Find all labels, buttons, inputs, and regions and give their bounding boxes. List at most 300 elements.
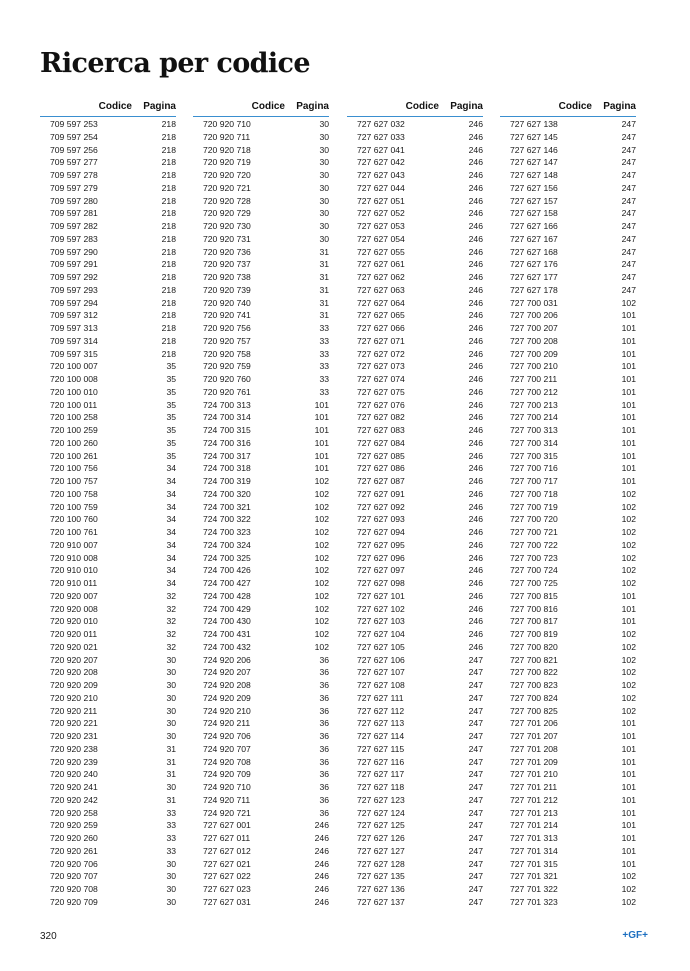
product-code: 727 627 032 bbox=[357, 119, 405, 129]
product-code: 727 627 066 bbox=[357, 323, 405, 333]
column-header bbox=[193, 99, 329, 117]
product-code: 727 627 123 bbox=[357, 794, 405, 805]
page-reference: 101 bbox=[314, 425, 329, 435]
product-code: 727 627 096 bbox=[357, 552, 405, 563]
gf-logo: +GF+ bbox=[622, 930, 648, 941]
table-row bbox=[193, 513, 329, 526]
product-code: 720 920 238 bbox=[50, 743, 98, 754]
table-row bbox=[347, 590, 483, 603]
table-row bbox=[500, 386, 636, 399]
product-code: 727 700 315 bbox=[510, 450, 558, 461]
product-code: 727 627 135 bbox=[357, 871, 405, 882]
page-reference: 36 bbox=[319, 680, 329, 690]
page-reference: 218 bbox=[161, 170, 176, 180]
table-row bbox=[347, 284, 483, 297]
table-row bbox=[40, 870, 176, 883]
page-reference: 31 bbox=[166, 769, 176, 780]
page-reference: 247 bbox=[621, 221, 636, 231]
table-row bbox=[347, 118, 483, 131]
page-reference: 101 bbox=[621, 782, 636, 792]
product-code: 720 920 719 bbox=[203, 157, 251, 168]
page-reference: 101 bbox=[621, 603, 636, 614]
product-code: 727 627 167 bbox=[510, 233, 558, 244]
product-code: 727 627 095 bbox=[357, 539, 405, 550]
table-row bbox=[40, 309, 176, 322]
table-row bbox=[347, 819, 483, 832]
product-code: 720 920 740 bbox=[203, 297, 251, 308]
product-code: 727 627 011 bbox=[203, 833, 251, 843]
product-code: 727 700 719 bbox=[510, 501, 558, 512]
page-reference: 246 bbox=[468, 233, 483, 244]
product-code: 709 597 312 bbox=[50, 310, 98, 321]
product-code: 727 700 717 bbox=[510, 476, 558, 486]
table-row bbox=[40, 411, 176, 424]
product-code: 709 597 280 bbox=[50, 195, 98, 206]
page-reference: 30 bbox=[319, 170, 329, 180]
table-row bbox=[500, 271, 636, 284]
product-code: 727 701 323 bbox=[510, 896, 558, 907]
table-row bbox=[193, 705, 329, 718]
product-code: 720 920 738 bbox=[203, 272, 251, 282]
page-reference: 102 bbox=[621, 565, 636, 576]
product-code: 724 700 428 bbox=[203, 590, 251, 601]
product-code: 720 920 711 bbox=[203, 131, 251, 142]
product-code: 724 700 317 bbox=[203, 450, 251, 461]
page-reference: 247 bbox=[468, 718, 483, 729]
table-row bbox=[500, 641, 636, 654]
product-code: 727 700 819 bbox=[510, 629, 558, 639]
product-code: 720 920 756 bbox=[203, 323, 251, 333]
table-row bbox=[193, 131, 329, 144]
page-reference: 102 bbox=[621, 552, 636, 563]
table-row bbox=[347, 360, 483, 373]
product-code: 727 700 210 bbox=[510, 361, 558, 372]
table-row bbox=[347, 807, 483, 820]
table-row bbox=[347, 832, 483, 845]
table-row bbox=[40, 743, 176, 756]
page-reference: 101 bbox=[621, 807, 636, 818]
page-reference: 247 bbox=[468, 807, 483, 818]
page-reference: 101 bbox=[621, 323, 636, 333]
table-row bbox=[500, 182, 636, 195]
page-reference: 246 bbox=[468, 374, 483, 384]
table-row bbox=[347, 297, 483, 310]
page-reference: 102 bbox=[314, 565, 329, 576]
product-code: 727 627 083 bbox=[357, 425, 405, 435]
table-row bbox=[193, 552, 329, 565]
table-row bbox=[193, 781, 329, 794]
page-reference: 102 bbox=[314, 552, 329, 563]
page-reference: 247 bbox=[468, 769, 483, 780]
product-code: 727 627 112 bbox=[357, 705, 405, 716]
page-reference: 30 bbox=[319, 195, 329, 206]
table-row bbox=[500, 717, 636, 730]
table-row bbox=[500, 348, 636, 361]
page-reference: 101 bbox=[621, 437, 636, 448]
page-reference: 30 bbox=[166, 705, 176, 716]
page-reference: 35 bbox=[166, 450, 176, 461]
page-reference: 101 bbox=[621, 361, 636, 372]
table-row bbox=[193, 615, 329, 628]
table-row bbox=[40, 182, 176, 195]
table-row bbox=[347, 552, 483, 565]
table-row bbox=[40, 207, 176, 220]
product-code: 727 627 177 bbox=[510, 272, 558, 282]
table-row bbox=[40, 705, 176, 718]
table-row bbox=[347, 348, 483, 361]
table-row bbox=[193, 348, 329, 361]
table-row bbox=[40, 615, 176, 628]
table-row bbox=[347, 513, 483, 526]
table-row bbox=[193, 756, 329, 769]
product-code: 724 700 431 bbox=[203, 629, 251, 639]
page-reference: 246 bbox=[468, 310, 483, 321]
page-reference: 34 bbox=[166, 578, 176, 588]
table-row bbox=[347, 628, 483, 641]
product-code: 727 627 042 bbox=[357, 157, 405, 168]
table-row bbox=[193, 896, 329, 909]
table-row bbox=[347, 207, 483, 220]
page-reference: 102 bbox=[621, 667, 636, 678]
page-reference: 218 bbox=[161, 208, 176, 219]
product-code: 727 627 094 bbox=[357, 527, 405, 537]
page-reference: 36 bbox=[319, 731, 329, 741]
product-code: 720 920 007 bbox=[50, 590, 98, 601]
table-row bbox=[500, 462, 636, 475]
table-row bbox=[347, 131, 483, 144]
table-row bbox=[347, 386, 483, 399]
table-row bbox=[500, 679, 636, 692]
table-row bbox=[193, 577, 329, 590]
table-row bbox=[40, 768, 176, 781]
product-code: 727 627 093 bbox=[357, 514, 405, 525]
product-code: 727 627 105 bbox=[357, 641, 405, 652]
product-code: 727 627 176 bbox=[510, 259, 558, 270]
page-reference: 102 bbox=[621, 654, 636, 665]
table-row bbox=[40, 246, 176, 259]
page-reference: 246 bbox=[468, 616, 483, 627]
table-row bbox=[347, 488, 483, 501]
table-row bbox=[347, 666, 483, 679]
product-code: 727 700 817 bbox=[510, 616, 558, 627]
page-reference: 35 bbox=[166, 425, 176, 435]
header-code-label: Codice bbox=[558, 101, 592, 112]
page-reference: 246 bbox=[468, 182, 483, 193]
table-row bbox=[193, 603, 329, 616]
table-row bbox=[500, 309, 636, 322]
page-reference: 218 bbox=[161, 221, 176, 231]
product-code: 727 627 166 bbox=[510, 221, 558, 231]
table-row bbox=[193, 807, 329, 820]
page-reference: 102 bbox=[621, 680, 636, 690]
product-code: 724 700 315 bbox=[203, 425, 251, 435]
table-row bbox=[40, 641, 176, 654]
product-code: 724 920 209 bbox=[203, 692, 251, 703]
product-code: 720 920 239 bbox=[50, 756, 98, 767]
product-code: 727 627 126 bbox=[357, 833, 405, 843]
column-header bbox=[40, 99, 176, 117]
product-code: 727 627 124 bbox=[357, 807, 405, 818]
table-row bbox=[500, 373, 636, 386]
table-row bbox=[347, 794, 483, 807]
product-code: 727 700 212 bbox=[510, 386, 558, 397]
page-reference: 102 bbox=[621, 705, 636, 716]
page-reference: 246 bbox=[468, 565, 483, 576]
page-reference: 102 bbox=[621, 539, 636, 550]
product-code: 727 627 071 bbox=[357, 335, 405, 346]
page-reference: 36 bbox=[319, 743, 329, 754]
product-code: 727 700 721 bbox=[510, 527, 558, 537]
product-code: 727 700 720 bbox=[510, 514, 558, 525]
product-code: 727 627 146 bbox=[510, 144, 558, 155]
page-reference: 218 bbox=[161, 246, 176, 257]
page-reference: 30 bbox=[319, 208, 329, 219]
page-reference: 30 bbox=[319, 131, 329, 142]
page-reference: 247 bbox=[468, 845, 483, 856]
table-row bbox=[193, 539, 329, 552]
product-code: 724 700 313 bbox=[203, 399, 251, 410]
table-row bbox=[193, 819, 329, 832]
table-row bbox=[193, 654, 329, 667]
product-code: 720 920 709 bbox=[50, 896, 98, 907]
page-reference: 246 bbox=[468, 348, 483, 359]
page-reference: 101 bbox=[621, 845, 636, 856]
page-reference: 30 bbox=[166, 782, 176, 792]
table-row bbox=[40, 628, 176, 641]
product-code: 727 627 062 bbox=[357, 272, 405, 282]
page-reference: 102 bbox=[314, 539, 329, 550]
product-code: 727 627 091 bbox=[357, 488, 405, 499]
product-code: 727 700 211 bbox=[510, 374, 558, 384]
product-code: 720 100 758 bbox=[50, 488, 98, 499]
table-row bbox=[40, 195, 176, 208]
page-reference: 218 bbox=[161, 310, 176, 321]
product-code: 727 627 156 bbox=[510, 182, 558, 193]
product-code: 724 920 709 bbox=[203, 769, 251, 780]
page-reference: 36 bbox=[319, 769, 329, 780]
page-reference: 35 bbox=[166, 374, 176, 384]
product-code: 727 627 092 bbox=[357, 501, 405, 512]
product-code: 724 920 211 bbox=[203, 718, 251, 729]
table-row bbox=[500, 360, 636, 373]
table-row bbox=[500, 730, 636, 743]
product-code: 727 627 115 bbox=[357, 743, 405, 754]
header-page-label: Pagina bbox=[450, 101, 483, 112]
product-code: 720 920 736 bbox=[203, 246, 251, 257]
table-row bbox=[347, 220, 483, 233]
product-code: 709 597 281 bbox=[50, 208, 98, 219]
product-code: 727 700 823 bbox=[510, 680, 558, 690]
page-reference: 218 bbox=[161, 119, 176, 129]
page-reference: 34 bbox=[166, 488, 176, 499]
table-row bbox=[500, 896, 636, 909]
product-code: 727 627 128 bbox=[357, 858, 405, 869]
product-code: 727 700 725 bbox=[510, 578, 558, 588]
table-row bbox=[193, 220, 329, 233]
page-reference: 246 bbox=[468, 195, 483, 206]
product-code: 727 700 207 bbox=[510, 323, 558, 333]
table-row bbox=[500, 819, 636, 832]
page-reference: 30 bbox=[166, 896, 176, 907]
product-code: 727 627 041 bbox=[357, 144, 405, 155]
product-code: 720 920 021 bbox=[50, 641, 98, 652]
product-code: 727 627 087 bbox=[357, 476, 405, 486]
table-row bbox=[40, 386, 176, 399]
table-row bbox=[40, 335, 176, 348]
table-row bbox=[500, 399, 636, 412]
product-code: 727 627 043 bbox=[357, 170, 405, 180]
table-row bbox=[500, 131, 636, 144]
table-row bbox=[500, 756, 636, 769]
page-reference: 101 bbox=[621, 450, 636, 461]
product-code: 720 920 221 bbox=[50, 718, 98, 729]
product-code: 724 700 320 bbox=[203, 488, 251, 499]
table-row bbox=[40, 666, 176, 679]
page-reference: 246 bbox=[468, 437, 483, 448]
table-row bbox=[40, 730, 176, 743]
table-row bbox=[40, 858, 176, 871]
product-code: 727 700 724 bbox=[510, 565, 558, 576]
table-row bbox=[500, 615, 636, 628]
page-reference: 246 bbox=[468, 488, 483, 499]
table-row bbox=[193, 182, 329, 195]
product-code: 720 920 737 bbox=[203, 259, 251, 270]
product-code: 724 920 721 bbox=[203, 807, 251, 818]
page-reference: 218 bbox=[161, 259, 176, 270]
table-row bbox=[193, 233, 329, 246]
page-reference: 246 bbox=[468, 208, 483, 219]
page-reference: 101 bbox=[621, 756, 636, 767]
page-reference: 247 bbox=[621, 157, 636, 168]
product-code: 720 920 208 bbox=[50, 667, 98, 678]
page-reference: 102 bbox=[621, 692, 636, 703]
page-reference: 32 bbox=[166, 616, 176, 627]
page-reference: 101 bbox=[621, 335, 636, 346]
product-code: 724 920 707 bbox=[203, 743, 251, 754]
page-reference: 30 bbox=[319, 233, 329, 244]
table-row bbox=[500, 169, 636, 182]
table-row bbox=[40, 131, 176, 144]
product-code: 724 700 319 bbox=[203, 476, 251, 486]
page-reference: 102 bbox=[314, 476, 329, 486]
table-row bbox=[193, 845, 329, 858]
page-reference: 101 bbox=[314, 437, 329, 448]
product-code: 727 627 065 bbox=[357, 310, 405, 321]
product-code: 709 597 253 bbox=[50, 119, 98, 129]
page-reference: 32 bbox=[166, 590, 176, 601]
page-reference: 218 bbox=[161, 131, 176, 142]
product-code: 727 627 085 bbox=[357, 450, 405, 461]
table-row bbox=[193, 501, 329, 514]
table-row bbox=[347, 309, 483, 322]
table-row bbox=[347, 730, 483, 743]
product-code: 720 100 756 bbox=[50, 463, 98, 474]
header-page-label: Pagina bbox=[296, 101, 329, 112]
page-reference: 247 bbox=[621, 284, 636, 295]
product-code: 727 700 314 bbox=[510, 437, 558, 448]
product-code: 709 597 315 bbox=[50, 348, 98, 359]
table-row bbox=[40, 144, 176, 157]
product-code: 720 920 721 bbox=[203, 182, 251, 193]
table-row bbox=[193, 156, 329, 169]
product-code: 727 700 815 bbox=[510, 590, 558, 601]
table-row bbox=[500, 501, 636, 514]
page-reference: 31 bbox=[319, 272, 329, 282]
table-row bbox=[500, 424, 636, 437]
page-reference: 246 bbox=[468, 246, 483, 257]
table-row bbox=[347, 501, 483, 514]
table-row bbox=[193, 666, 329, 679]
product-code: 727 627 125 bbox=[357, 820, 405, 831]
page-reference: 30 bbox=[166, 654, 176, 665]
page-reference: 247 bbox=[621, 144, 636, 155]
product-code: 724 700 325 bbox=[203, 552, 251, 563]
table-row bbox=[347, 679, 483, 692]
product-code: 727 627 061 bbox=[357, 259, 405, 270]
table-row bbox=[40, 258, 176, 271]
table-row bbox=[193, 258, 329, 271]
page-reference: 30 bbox=[166, 718, 176, 729]
table-row bbox=[500, 781, 636, 794]
table-row bbox=[40, 297, 176, 310]
page-reference: 101 bbox=[621, 820, 636, 831]
page-reference: 102 bbox=[314, 629, 329, 639]
table-row bbox=[347, 450, 483, 463]
page-reference: 30 bbox=[319, 157, 329, 168]
table-row bbox=[40, 539, 176, 552]
page-reference: 35 bbox=[166, 437, 176, 448]
product-code: 727 627 108 bbox=[357, 680, 405, 690]
product-code: 727 701 207 bbox=[510, 731, 558, 741]
page-reference: 101 bbox=[621, 348, 636, 359]
page-reference: 102 bbox=[314, 527, 329, 537]
product-code: 709 597 283 bbox=[50, 233, 98, 244]
page-reference: 102 bbox=[314, 641, 329, 652]
product-code: 727 700 723 bbox=[510, 552, 558, 563]
product-code: 720 100 757 bbox=[50, 476, 98, 486]
product-code: 720 920 739 bbox=[203, 284, 251, 295]
product-code: 727 700 031 bbox=[510, 297, 558, 308]
page-reference: 246 bbox=[468, 259, 483, 270]
product-code: 709 597 278 bbox=[50, 170, 98, 180]
table-row bbox=[40, 781, 176, 794]
product-code: 720 100 259 bbox=[50, 425, 98, 435]
table-row bbox=[193, 832, 329, 845]
code-column-4 bbox=[500, 99, 636, 909]
page-reference: 34 bbox=[166, 514, 176, 525]
page-reference: 246 bbox=[468, 399, 483, 410]
product-code: 720 920 209 bbox=[50, 680, 98, 690]
product-code: 727 627 113 bbox=[357, 718, 405, 729]
table-row bbox=[347, 858, 483, 871]
table-row bbox=[500, 322, 636, 335]
table-row bbox=[347, 743, 483, 756]
page-reference: 246 bbox=[468, 131, 483, 142]
product-code: 709 597 279 bbox=[50, 182, 98, 193]
page-reference: 102 bbox=[621, 884, 636, 894]
product-code: 727 627 114 bbox=[357, 731, 405, 741]
page-reference: 246 bbox=[468, 119, 483, 129]
code-column-2 bbox=[193, 99, 329, 909]
page-reference: 247 bbox=[468, 756, 483, 767]
table-row bbox=[347, 169, 483, 182]
page-reference: 247 bbox=[468, 667, 483, 678]
table-row bbox=[347, 233, 483, 246]
table-row bbox=[500, 207, 636, 220]
product-code: 727 627 118 bbox=[357, 782, 405, 792]
page-reference: 246 bbox=[468, 578, 483, 588]
product-code: 727 627 044 bbox=[357, 182, 405, 193]
